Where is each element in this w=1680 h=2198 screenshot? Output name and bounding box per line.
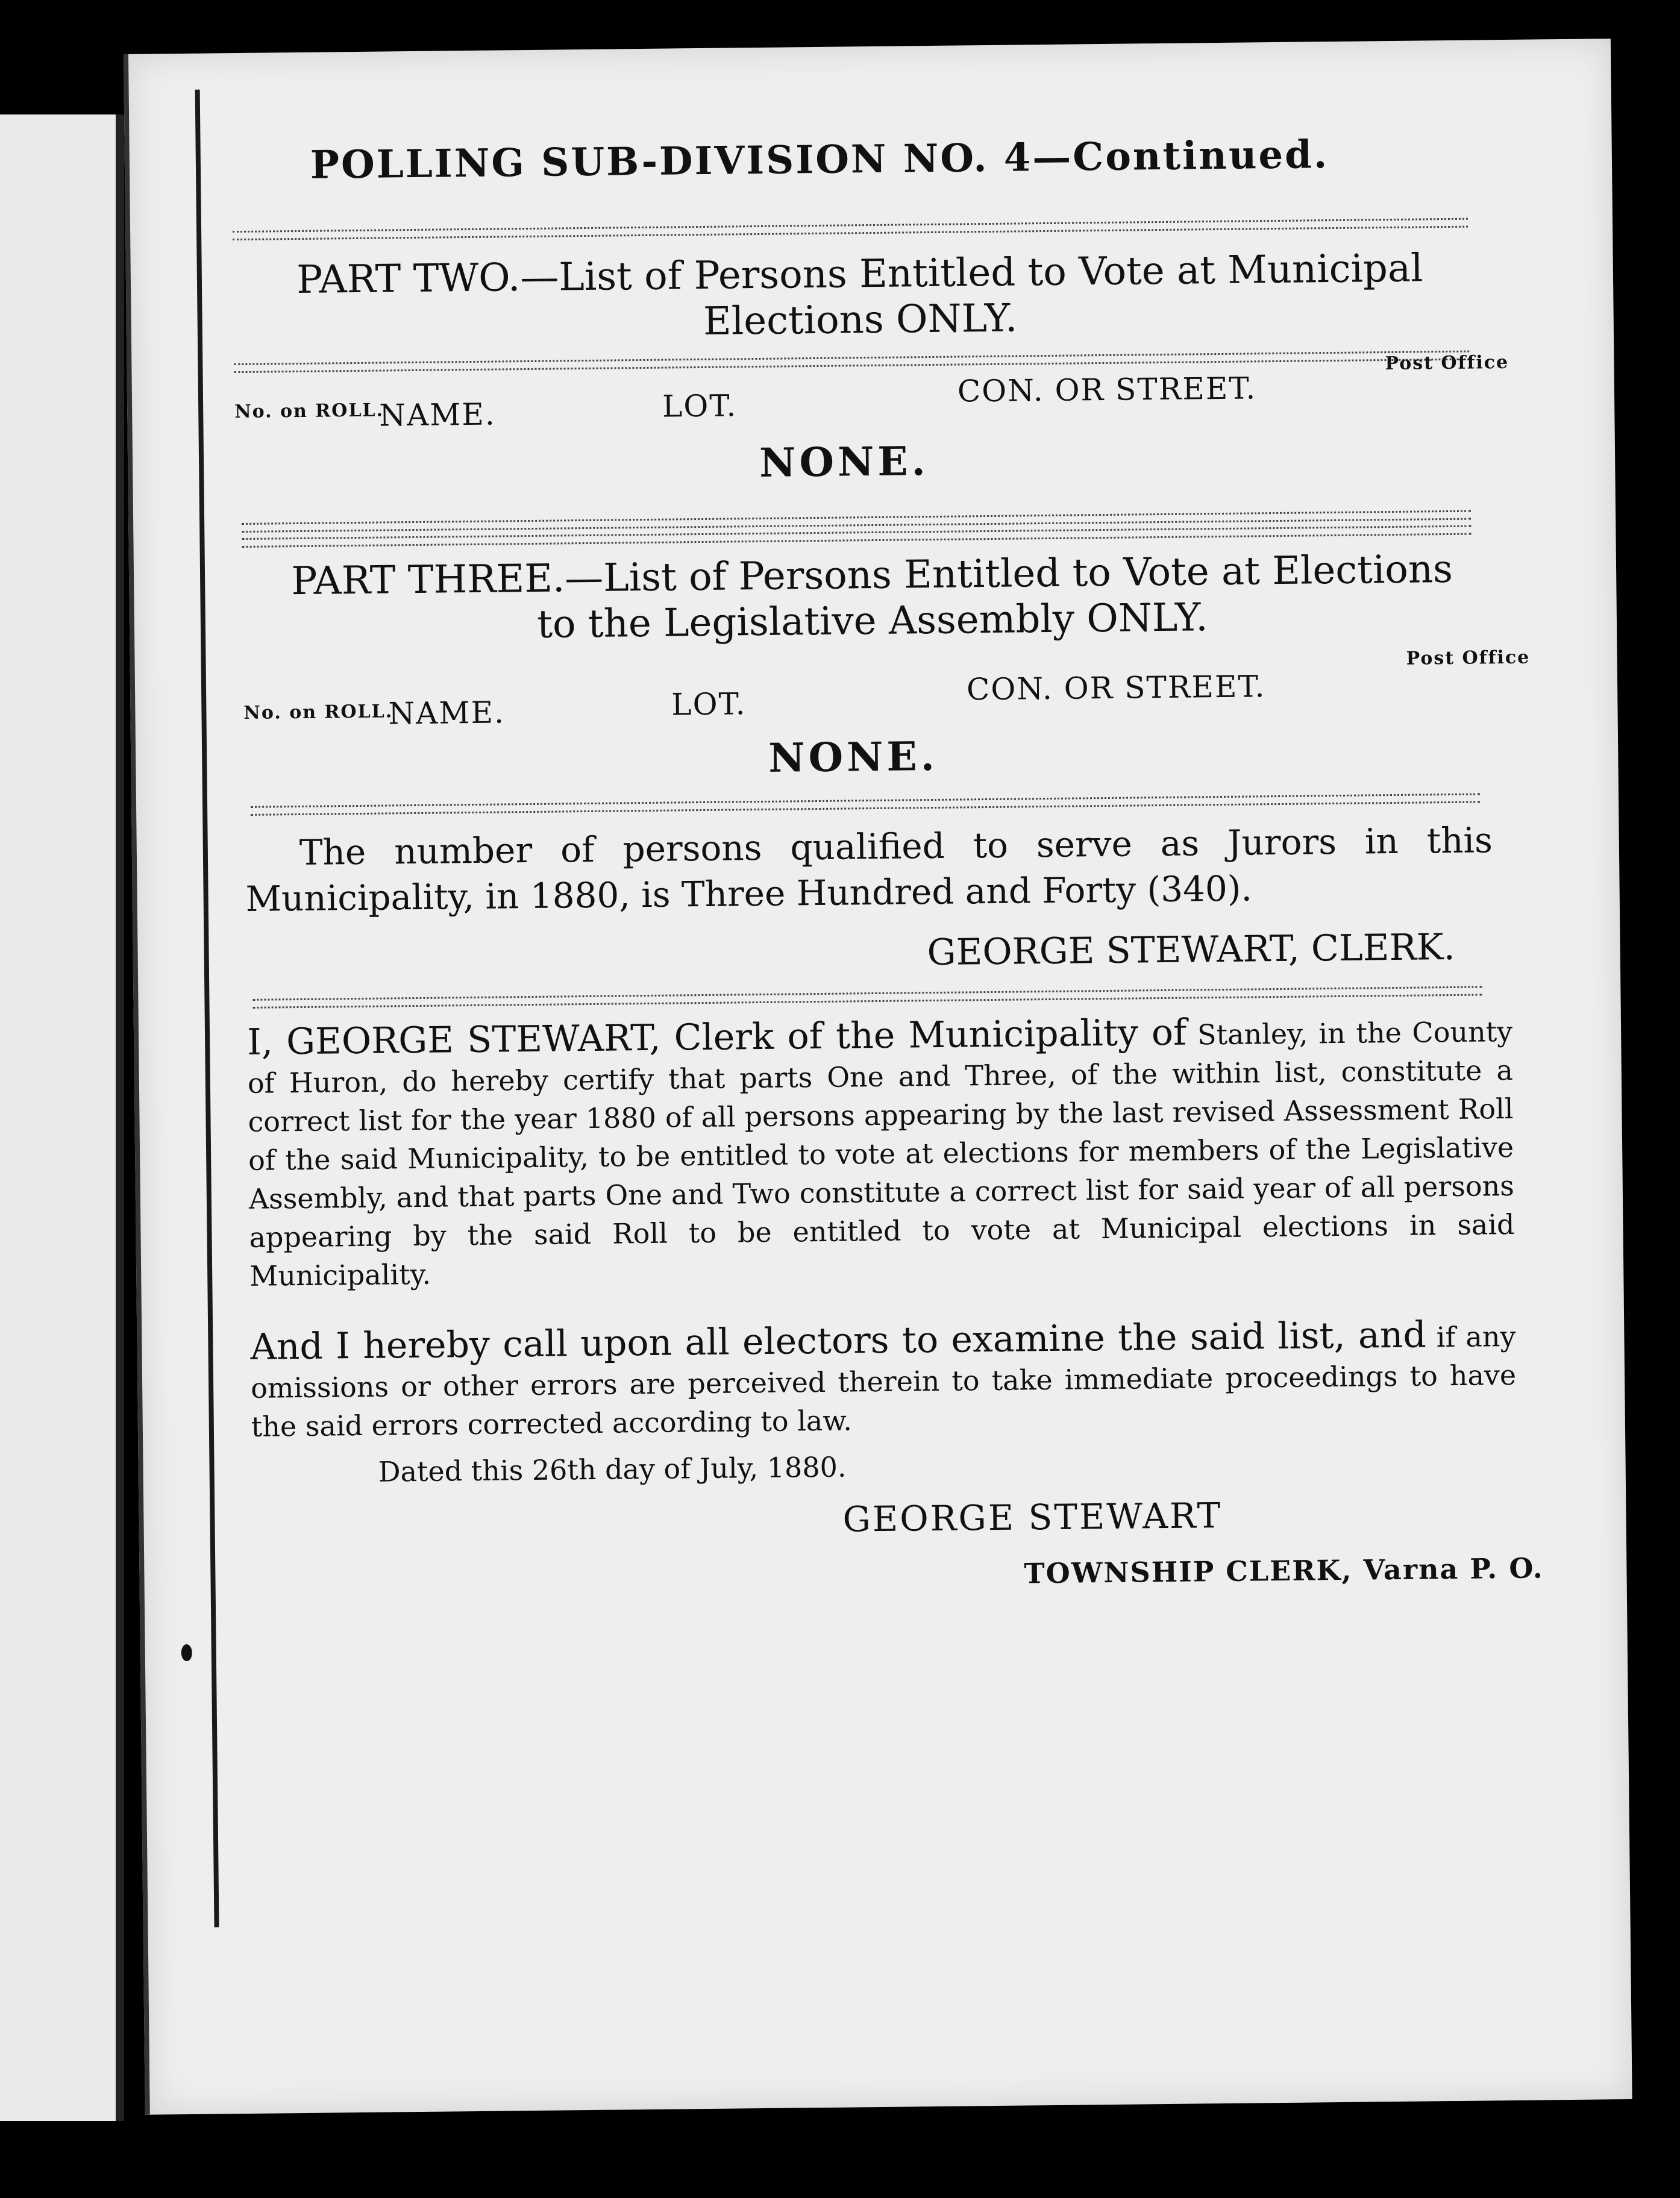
part-three-entries: NONE. bbox=[768, 732, 939, 781]
page-title: POLLING SUB-DIVISION NO. 4—Continued. bbox=[310, 132, 1329, 188]
previous-page-edge bbox=[0, 114, 124, 2121]
divider-rule bbox=[233, 218, 1468, 240]
column-header-no-on-roll: No. on ROLL. bbox=[243, 701, 393, 724]
jurors-clerk-signature: GEORGE STEWART, CLERK. bbox=[927, 925, 1455, 974]
part-two-heading bbox=[227, 245, 1493, 349]
part-two-entries: NONE. bbox=[759, 437, 929, 486]
notice-body: if any omissions or other errors are perceived therein to take immediate proceedings to have the said errors corrected according to law. bbox=[250, 1320, 1517, 1443]
column-header-no-on-roll: No. on ROLL. bbox=[234, 399, 384, 423]
jurors-statement: The number of persons qualified to serve as Jurors in this Municipality, in 1880, is Three Hundred and Forty (340). bbox=[245, 819, 1493, 919]
column-header-lot: LOT. bbox=[662, 388, 738, 424]
column-header-lot: LOT. bbox=[671, 686, 747, 722]
column-header-post-office: Post Office bbox=[1385, 351, 1509, 375]
part-two-heading-line2: Elections ONLY. bbox=[703, 296, 1018, 344]
divider-rule bbox=[252, 986, 1482, 1008]
part-three-heading-line2: to the Legislative Assembly ONLY. bbox=[536, 595, 1208, 647]
column-header-name: NAME. bbox=[388, 695, 506, 731]
page-content bbox=[225, 39, 1550, 1590]
column-header-con-or-street: CON. OR STREET. bbox=[957, 371, 1257, 409]
date-line: Dated this 26th day of July, 1880. bbox=[378, 1450, 847, 1488]
document-page bbox=[124, 39, 1632, 2115]
part-three-heading bbox=[230, 546, 1514, 651]
ink-speck bbox=[181, 1644, 192, 1661]
column-header-con-or-street: CON. OR STREET. bbox=[966, 669, 1266, 707]
notice-paragraph bbox=[250, 1287, 1517, 1474]
signature-title: TOWNSHIP CLERK, Varna P. O. bbox=[1024, 1551, 1544, 1590]
column-header-name: NAME. bbox=[378, 396, 497, 433]
divider-rule bbox=[251, 793, 1480, 815]
notice-opening: And I hereby call upon all electors to examine the said list, and bbox=[250, 1313, 1427, 1368]
certificate-paragraph bbox=[247, 1010, 1515, 1295]
certificate-body: Stanley, in the County of Huron, do hereby certify that parts One and Three, of the within list, constitute a correct list for the year 1880 of all persons appearing by the last revised Assessment Roll of the said Municipality, to be entitled to vote at elections for members of the Legislative Assembly, and that parts One and Two constitute a correct list for said year of all persons appearing by the said Roll to be entitled to vote at Municipal elections in said Municipality. bbox=[247, 1015, 1515, 1292]
column-header-post-office: Post Office bbox=[1406, 647, 1531, 669]
divider-rule bbox=[234, 351, 1509, 375]
certificate-opening: I, GEORGE STEWART, Clerk of the Municipality of bbox=[246, 1011, 1187, 1063]
part-three-heading-line1: PART THREE.—List of Persons Entitled to Vote at Elections bbox=[290, 546, 1453, 604]
signature-name: GEORGE STEWART bbox=[842, 1495, 1223, 1540]
binding-line bbox=[195, 90, 219, 1927]
part-two-heading-line1: PART TWO.—List of Persons Entitled to Vote at Municipal bbox=[296, 246, 1423, 303]
